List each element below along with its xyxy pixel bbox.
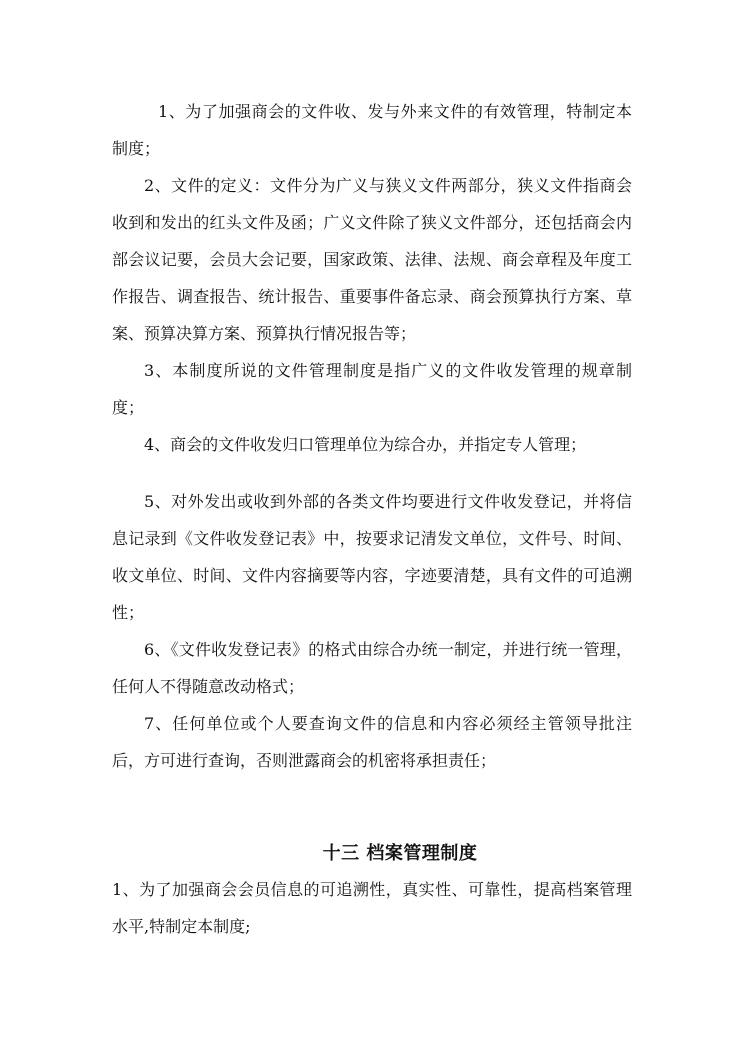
section-heading: 十三 档案管理制度	[322, 843, 478, 864]
paragraph-2: 2、文件的定义：文件分为广义与狭义文件两部分，狭义文件指商会收到和发出的红头文件及函；广义文件除了狭义文件部分，还包括商会内部会议记要，会员大会记要，国家政策、法律、法规、商会章程及年度工作报告、调查报告、统计报告、重要事件备忘录、商会预算执行方案、草案、预算决算方案、预算执行情况报告等；	[112, 176, 632, 343]
paragraph-7: 7、任何单位或个人要查询文件的信息和内容必须经主管领导批注后，方可进行查询，否则泄露商会的机密将承担责任；	[112, 714, 632, 770]
paragraph-1: 1、为了加强商会的文件收、发与外来文件的有效管理，特制定本制度；	[112, 102, 632, 158]
paragraph-3: 3、本制度所说的文件管理制度是指广义的文件收发管理的规章制度；	[112, 361, 632, 417]
paragraph-6: 6、《文件收发登记表》的格式由综合办统一制定，并进行统一管理，任何人不得随意改动格式；	[112, 640, 632, 696]
paragraph-5: 5、对外发出或收到外部的各类文件均要进行文件收发登记，并将信息记录到《文件收发登记表》中，按要求记清发文单位，文件号、时间、收文单位、时间、文件内容摘要等内容，字迹要清楚，具有文件的可追溯性；	[112, 492, 632, 622]
section-paragraph-1: 1、为了加强商会会员信息的可追溯性，真实性、可靠性，提高档案管理水平,特制定本制度;	[112, 880, 632, 936]
paragraph-4: 4、商会的文件收发归口管理单位为综合办，并指定专人管理；	[144, 435, 587, 454]
